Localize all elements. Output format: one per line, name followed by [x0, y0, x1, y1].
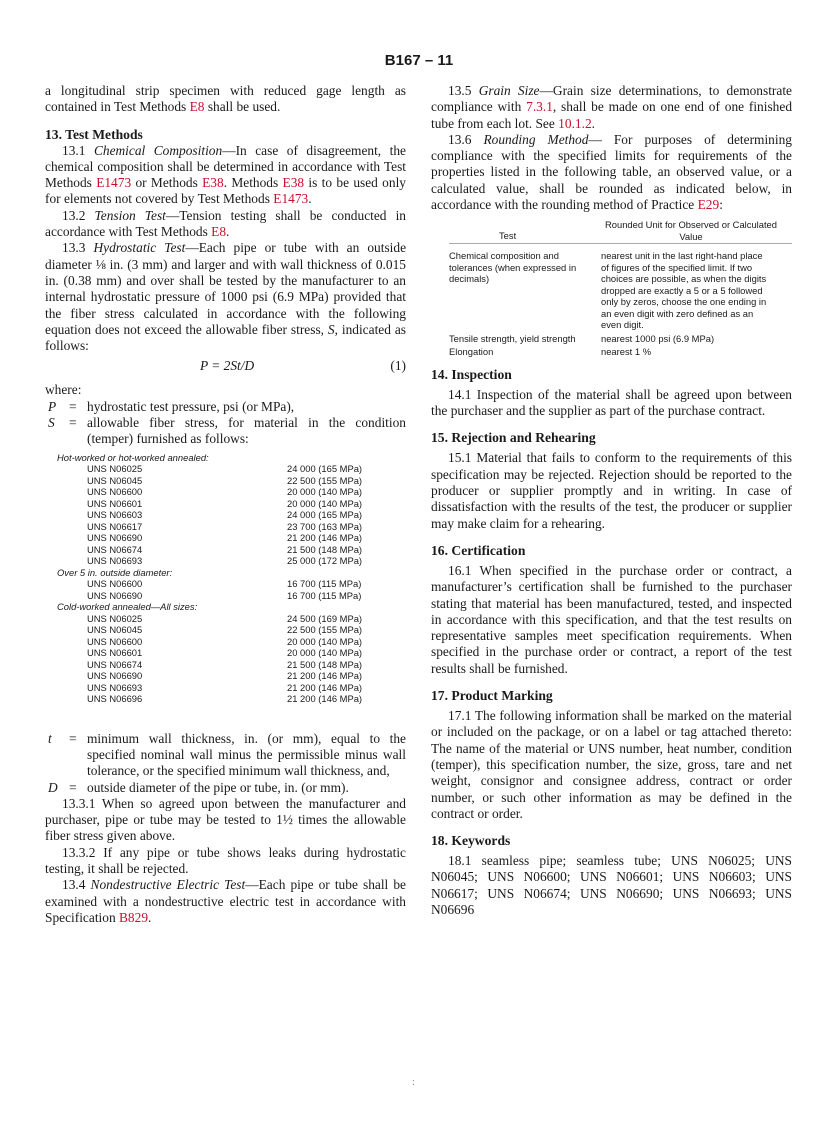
heading-keywords: 18. Keywords [431, 833, 511, 849]
stress-table-row [45, 647, 406, 659]
definition-d: D = outside diameter of the pipe or tube, in. (or mm). [48, 779, 349, 795]
stress-table-row [45, 544, 406, 556]
stress-table-row [45, 590, 406, 602]
stress-table-row [45, 693, 406, 705]
rounding-table-row [449, 250, 792, 331]
allowable-stress-value: 24 000 (165 MPa) [287, 463, 363, 475]
alloy-uns-number: UNS N06603 [87, 509, 143, 521]
table-group-cold-worked: Cold-worked annealed—All sizes: [57, 601, 198, 613]
para-13-3-2: 13.3.2 If any pipe or tube shows leaks during hydrostatic testing, it shall be rejected. [45, 844, 406, 877]
allowable-stress-table [45, 452, 406, 705]
stress-table-row [45, 475, 406, 487]
allowable-stress-value: 20 000 (140 MPa) [287, 635, 363, 647]
alloy-uns-number: UNS N06693 [87, 555, 143, 567]
para-16-1: 16.1 When specified in the purchase order or contract, a manufacturer’s certification shall be furnished to the purchaser stating that material has been manufactured, tested, and inspected in accordance with this specification, and that the test results on representative samples meet specification requirements. When specified in the purchase order or contract, a report of the test results shall be furnished. [431, 562, 792, 676]
allowable-stress-value: 21 200 (146 MPa) [287, 670, 363, 682]
para-14-1: 14.1 Inspection of the material shall be agreed upon between the purchaser and the supplier as part of the purchase contract. [431, 386, 792, 419]
table-group-hot-worked: Hot-worked or hot-worked annealed: [57, 451, 209, 463]
allowable-stress-value: 23 700 (163 MPa) [287, 520, 363, 532]
alloy-uns-number: UNS N06045 [87, 474, 143, 486]
stress-table-row [45, 578, 406, 590]
allowable-stress-value: 22 500 (155 MPa) [287, 624, 363, 636]
equation-number: (1) [390, 358, 406, 374]
alloy-uns-number: UNS N06696 [87, 693, 143, 705]
equation-1 [45, 354, 406, 378]
definition-s: S = allowable fiber stress, for material in the condition (temper) furnished as follows: [48, 415, 406, 447]
heading-rejection: 15. Rejection and Rehearing [431, 430, 596, 446]
alloy-uns-number: UNS N06674 [87, 658, 143, 670]
ref-10-1-2-link[interactable]: 10.1.2 [558, 115, 592, 131]
right-column [431, 83, 792, 918]
stress-table-row [45, 659, 406, 671]
stress-table-row [45, 498, 406, 510]
stress-table-row [45, 521, 406, 533]
rounding-unit-text: nearest 1 % [601, 346, 652, 358]
ref-e1473-link[interactable]: E1473 [273, 191, 309, 207]
para-13-3: 13.3 Hydrostatic Test—Each pipe or tube with an outside diameter ⅛ in. (3 mm) and larger and with wall thickness of 0.015 in. (0.38 mm) and over shall be tested by the manufacturer to an internal hydrostatic pressure of 1000 psi (6.9 MPa) provided that the fiber stress calculated in accordance with the following equation does not exceed the allowable fiber stress, S, indicated as follows: [45, 240, 407, 354]
stress-table-row [45, 613, 406, 625]
definition-p: P = hydrostatic test pressure, psi (or MPa), [48, 398, 295, 414]
table-group-over-5-in: Over 5 in. outside diameter: [57, 566, 173, 578]
stress-table-row [45, 682, 406, 694]
stress-table-row [45, 670, 406, 682]
allowable-stress-value: 22 500 (155 MPa) [287, 474, 363, 486]
allowable-stress-value: 21 500 (148 MPa) [287, 658, 363, 670]
alloy-uns-number: UNS N06045 [87, 624, 143, 636]
rounding-test-name: Chemical composition and tolerances (when expressed in decimals) [449, 250, 577, 285]
ref-e1473-link[interactable]: E1473 [96, 175, 132, 191]
para-17-1: 17.1 The following information shall be marked on the material or included on the package, or on a label or tag attached thereto: The name of the material or UNS number, heat number, condition (temper), this specification number, the size, gross, tare and net weight, consignor and consignee address, contract or order number, or such other information as may be defined in the contract or order. [431, 708, 792, 821]
para-15-1: 15.1 Material that fails to conform to the requirements of this specification may be rejected. Rejection should be reported to the producer or supplier promptly and in writing. In case of dissatisfaction with the results of the test, the producer or supplier may make claim for a rehearing. [431, 450, 792, 531]
ref-e38-link[interactable]: E38 [282, 175, 305, 191]
alloy-uns-number: UNS N06690 [87, 532, 143, 544]
ref-e8-link[interactable]: E8 [211, 224, 227, 240]
heading-product-marking: 17. Product Marking [431, 688, 553, 704]
heading-test-methods: 13. Test Methods [45, 126, 143, 142]
rounding-test-name: Tensile strength, yield strength [449, 332, 576, 344]
ref-e38-link[interactable]: E38 [202, 175, 224, 191]
para-13-3-1: 13.3.1 When so agreed upon between the manufacturer and purchaser, pipe or tube may be tested to 1½ times the allowable fiber stress given above. [45, 795, 406, 844]
stress-table-row [45, 624, 406, 636]
stress-table-row [45, 509, 406, 521]
allowable-stress-value: 20 000 (140 MPa) [287, 497, 363, 509]
ref-b829-link[interactable]: B829 [119, 909, 149, 925]
para-13-6: 13.6 Rounding Method— For purposes of determining compliance with the specified limits for requirements of the properties listed in the following table, an observed value, or a calculated value, shall be rounded as indicated below, in accordance with the rounding method of Practice E29: [431, 131, 792, 213]
alloy-uns-number: UNS N06617 [87, 520, 143, 532]
alloy-uns-number: UNS N06690 [87, 670, 143, 682]
alloy-uns-number: UNS N06674 [87, 543, 143, 555]
alloy-uns-number: UNS N06601 [87, 647, 143, 659]
rounding-unit-text: nearest unit in the last right-hand place of figures of the specified limit. If two choices are possible, as when the digits dropped are exactly a 5 or a 5 followed only by zeros, choose the one ending in an even digit with zero defined as an even digit. [601, 250, 767, 331]
para-13-4: 13.4 Nondestructive Electric Test—Each pipe or tube shall be examined with a nondestructive electric test in accordance with Specification B829. [45, 877, 406, 925]
rounding-table [449, 219, 792, 358]
para-13-2: 13.2 Tension Test—Tension testing shall be conducted in accordance with Test Methods E8. [45, 207, 406, 240]
allowable-stress-value: 21 200 (146 MPa) [287, 532, 363, 544]
alloy-uns-number: UNS N06601 [87, 497, 143, 509]
where-label: where: [45, 382, 82, 398]
para-18-1: 18.1 seamless pipe; seamless tube; UNS N06025; UNS N06045; UNS N06600; UNS N06601; UNS N06603; UNS N06617; UNS N06674; UNS N06690; UNS N06693; UNS N06696 [431, 853, 792, 917]
alloy-uns-number: UNS N06600 [87, 486, 143, 498]
heading-certification: 16. Certification [431, 542, 526, 558]
alloy-uns-number: UNS N06690 [87, 589, 143, 601]
ref-e8-link[interactable]: E8 [189, 99, 205, 115]
stress-table-row [45, 555, 406, 567]
rounding-table-header [449, 219, 792, 244]
document-designation: B167 – 11 [384, 52, 454, 69]
heading-inspection: 14. Inspection [431, 366, 512, 382]
alloy-uns-number: UNS N06693 [87, 681, 143, 693]
ref-e29-link[interactable]: E29 [697, 197, 720, 213]
page-footer-mark: : [412, 1077, 415, 1088]
allowable-stress-value: 20 000 (140 MPa) [287, 486, 363, 498]
para-13-1: 13.1 Chemical Composition—In case of disagreement, the chemical composition shall be determined in accordance with Test Methods E1473 or Methods E38. Methods E38 is to be used only for elements not covered by Test Methods E1473. [45, 142, 407, 207]
left-column [45, 83, 406, 926]
alloy-uns-number: UNS N06600 [87, 635, 143, 647]
allowable-stress-value: 24 000 (165 MPa) [287, 509, 363, 521]
allowable-stress-value: 21 200 (146 MPa) [287, 681, 363, 693]
rounding-col-test: Test [499, 230, 517, 242]
alloy-uns-number: UNS N06025 [87, 463, 143, 475]
rounding-unit-text: nearest 1000 psi (6.9 MPa) [601, 332, 715, 344]
allowable-stress-value: 25 000 (172 MPa) [287, 555, 363, 567]
allowable-stress-value: 21 200 (146 MPa) [287, 693, 363, 705]
definition-t: t = minimum wall thickness, in. (or mm), equal to the specified nominal wall minus the permissible minus wall tolerance, or the specified minimum wall thickness, and, [48, 730, 406, 779]
stress-table-row [45, 463, 406, 475]
allowable-stress-value: 21 500 (148 MPa) [287, 543, 363, 555]
para-13-5: 13.5 Grain Size—Grain size determinations, to demonstrate compliance with 7.3.1, shall be made on one end of one finished tube from each lot. See 10.1.2. [431, 83, 793, 131]
equation-formula: P = 2St/D [200, 358, 255, 374]
rounding-table-row [449, 346, 792, 358]
rounding-col-unit: Rounded Unit for Observed or Calculated Value [605, 219, 777, 242]
ref-7-3-1-link[interactable]: 7.3.1 [526, 99, 553, 115]
alloy-uns-number: UNS N06025 [87, 612, 143, 624]
allowable-stress-value: 16 700 (115 MPa) [287, 578, 362, 590]
intro-paragraph: a longitudinal strip specimen with reduced gage length as contained in Test Methods E8 shall be used. [45, 83, 406, 115]
allowable-stress-value: 16 700 (115 MPa) [287, 589, 362, 601]
rounding-test-name: Elongation [449, 346, 494, 358]
rounding-table-row [449, 333, 792, 345]
allowable-stress-value: 20 000 (140 MPa) [287, 647, 363, 659]
alloy-uns-number: UNS N06600 [87, 578, 143, 590]
stress-table-row [45, 486, 406, 498]
stress-table-row [45, 636, 406, 648]
allowable-stress-value: 24 500 (169 MPa) [287, 612, 363, 624]
stress-table-row [45, 532, 406, 544]
